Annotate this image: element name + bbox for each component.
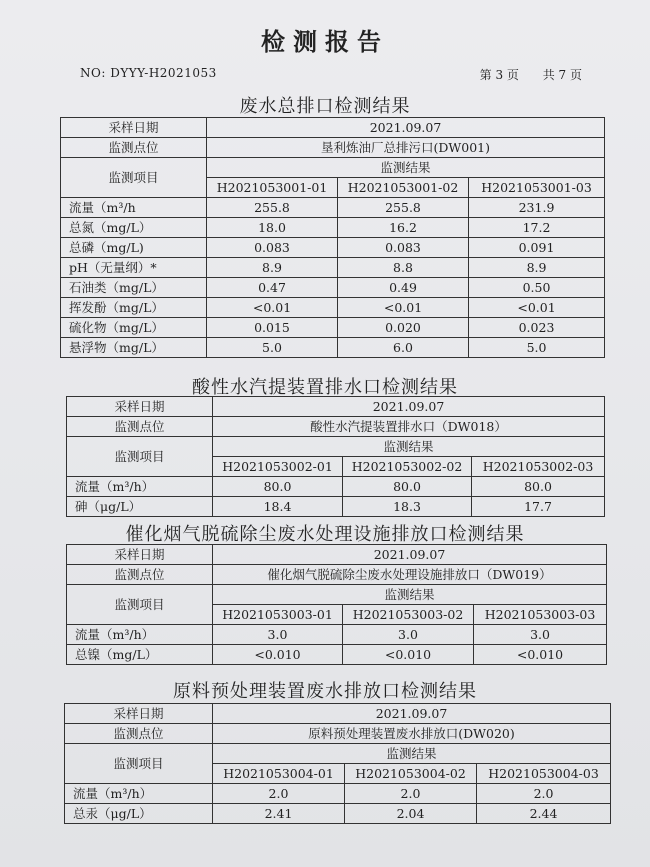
results-table-2 bbox=[66, 396, 605, 517]
sample-id: H2021053003-01 bbox=[213, 605, 343, 625]
value-cell: 2.0 bbox=[477, 784, 611, 804]
label-item: 监测项目 bbox=[61, 158, 207, 198]
value-cell: 80.0 bbox=[472, 477, 605, 497]
sample-id: H2021053001-01 bbox=[207, 178, 338, 198]
table-row bbox=[61, 238, 605, 258]
section-title-4: 原料预处理装置废水排放口检测结果 bbox=[173, 681, 477, 702]
value-cell: 2.41 bbox=[213, 804, 345, 824]
table-row bbox=[61, 298, 605, 318]
label-item: 监测项目 bbox=[67, 437, 213, 477]
value-cell: 5.0 bbox=[207, 338, 338, 358]
param-name: 流量（m³/h） bbox=[65, 784, 213, 804]
value-cell: 2.44 bbox=[477, 804, 611, 824]
label-date: 采样日期 bbox=[67, 397, 213, 417]
value-cell: 8.8 bbox=[338, 258, 469, 278]
value-cell: 0.49 bbox=[338, 278, 469, 298]
sample-id: H2021053002-02 bbox=[343, 457, 472, 477]
table-row bbox=[65, 804, 611, 824]
label-result: 监测结果 bbox=[213, 744, 611, 764]
value-cell: <0.01 bbox=[469, 298, 605, 318]
sample-id: H2021053001-03 bbox=[469, 178, 605, 198]
value-cell: 231.9 bbox=[469, 198, 605, 218]
value-cell: 2.04 bbox=[345, 804, 477, 824]
value-cell: 3.0 bbox=[213, 625, 343, 645]
label-date: 采样日期 bbox=[61, 118, 207, 138]
label-item: 监测项目 bbox=[65, 744, 213, 784]
label-point: 监测点位 bbox=[67, 417, 213, 437]
value-cell: <0.010 bbox=[213, 645, 343, 665]
value-cell: 255.8 bbox=[207, 198, 338, 218]
value-cell: 2.0 bbox=[345, 784, 477, 804]
value-cell: 16.2 bbox=[338, 218, 469, 238]
param-name: 悬浮物（mg/L） bbox=[61, 338, 207, 358]
page-total: 共 7 页 bbox=[542, 68, 582, 82]
table-row bbox=[61, 318, 605, 338]
section-title-1: 废水总排口检测结果 bbox=[239, 96, 411, 117]
table-row bbox=[61, 218, 605, 238]
param-name: 石油类（mg/L） bbox=[61, 278, 207, 298]
label-point: 监测点位 bbox=[65, 724, 213, 744]
value-cell: 18.4 bbox=[213, 497, 343, 517]
value-cell: 0.083 bbox=[207, 238, 338, 258]
param-name: 总镍（mg/L） bbox=[67, 645, 213, 665]
param-name: 总氮（mg/L） bbox=[61, 218, 207, 238]
table-row bbox=[67, 645, 607, 665]
sample-id: H2021053003-02 bbox=[343, 605, 474, 625]
value-cell: <0.01 bbox=[207, 298, 338, 318]
value-cell: 3.0 bbox=[474, 625, 607, 645]
monitoring-point: 垦利炼油厂总排污口(DW001) bbox=[207, 138, 605, 158]
param-name: pH（无量纲）* bbox=[61, 258, 207, 278]
value-cell: <0.01 bbox=[338, 298, 469, 318]
value-cell: 0.023 bbox=[469, 318, 605, 338]
param-name: 硫化物（mg/L） bbox=[61, 318, 207, 338]
value-cell: 255.8 bbox=[338, 198, 469, 218]
table-row bbox=[61, 278, 605, 298]
monitoring-point: 催化烟气脱硫除尘废水处理设施排放口（DW019） bbox=[213, 565, 607, 585]
label-result: 监测结果 bbox=[213, 585, 607, 605]
value-cell: 0.50 bbox=[469, 278, 605, 298]
page-current: 第 3 页 bbox=[479, 68, 519, 82]
table-row bbox=[61, 258, 605, 278]
table-row bbox=[67, 625, 607, 645]
sampling-date: 2021.09.07 bbox=[213, 397, 605, 417]
param-name: 流量（m³/h） bbox=[67, 625, 213, 645]
value-cell: 0.020 bbox=[338, 318, 469, 338]
results-table-3 bbox=[66, 544, 607, 665]
param-name: 流量（m³/h） bbox=[67, 477, 213, 497]
sample-id: H2021053004-03 bbox=[477, 764, 611, 784]
sample-id: H2021053003-03 bbox=[474, 605, 607, 625]
param-name: 挥发酚（mg/L） bbox=[61, 298, 207, 318]
report-number: NO: DYYY-H2021053 bbox=[80, 66, 217, 80]
results-table-4 bbox=[64, 703, 611, 824]
param-name: 砷（μg/L） bbox=[67, 497, 213, 517]
table-row bbox=[61, 198, 605, 218]
param-name: 总磷（mg/L) bbox=[61, 238, 207, 258]
value-cell: 8.9 bbox=[469, 258, 605, 278]
monitoring-point: 酸性水汽提装置排水口（DW018） bbox=[213, 417, 605, 437]
value-cell: 80.0 bbox=[213, 477, 343, 497]
value-cell: 17.2 bbox=[469, 218, 605, 238]
value-cell: 0.015 bbox=[207, 318, 338, 338]
value-cell: <0.010 bbox=[343, 645, 474, 665]
results-table-1 bbox=[60, 117, 605, 358]
value-cell: <0.010 bbox=[474, 645, 607, 665]
value-cell: 5.0 bbox=[469, 338, 605, 358]
sampling-date: 2021.09.07 bbox=[207, 118, 605, 138]
monitoring-point: 原料预处理装置废水排放口(DW020) bbox=[213, 724, 611, 744]
report-meta bbox=[80, 66, 582, 83]
sample-id: H2021053004-02 bbox=[345, 764, 477, 784]
sample-id: H2021053002-03 bbox=[472, 457, 605, 477]
value-cell: 18.3 bbox=[343, 497, 472, 517]
value-cell: 17.7 bbox=[472, 497, 605, 517]
section-title-2: 酸性水汽提装置排水口检测结果 bbox=[192, 377, 458, 398]
sampling-date: 2021.09.07 bbox=[213, 545, 607, 565]
label-date: 采样日期 bbox=[65, 704, 213, 724]
param-name: 流量（m³/h bbox=[61, 198, 207, 218]
sampling-date: 2021.09.07 bbox=[213, 704, 611, 724]
value-cell: 0.083 bbox=[338, 238, 469, 258]
label-date: 采样日期 bbox=[67, 545, 213, 565]
table-row bbox=[67, 477, 605, 497]
sample-id: H2021053001-02 bbox=[338, 178, 469, 198]
sample-id: H2021053004-01 bbox=[213, 764, 345, 784]
document-title: 检测报告 bbox=[261, 27, 389, 56]
value-cell: 6.0 bbox=[338, 338, 469, 358]
label-item: 监测项目 bbox=[67, 585, 213, 625]
label-point: 监测点位 bbox=[67, 565, 213, 585]
value-cell: 2.0 bbox=[213, 784, 345, 804]
param-name: 总汞（μg/L） bbox=[65, 804, 213, 824]
table-row bbox=[65, 784, 611, 804]
label-result: 监测结果 bbox=[207, 158, 605, 178]
value-cell: 8.9 bbox=[207, 258, 338, 278]
page-indicator bbox=[474, 66, 582, 83]
value-cell: 80.0 bbox=[343, 477, 472, 497]
value-cell: 0.091 bbox=[469, 238, 605, 258]
sample-id: H2021053002-01 bbox=[213, 457, 343, 477]
table-row bbox=[67, 497, 605, 517]
section-title-3: 催化烟气脱硫除尘废水处理设施排放口检测结果 bbox=[125, 524, 525, 545]
label-result: 监测结果 bbox=[213, 437, 605, 457]
value-cell: 18.0 bbox=[207, 218, 338, 238]
value-cell: 0.47 bbox=[207, 278, 338, 298]
label-point: 监测点位 bbox=[61, 138, 207, 158]
table-row bbox=[61, 338, 605, 358]
value-cell: 3.0 bbox=[343, 625, 474, 645]
